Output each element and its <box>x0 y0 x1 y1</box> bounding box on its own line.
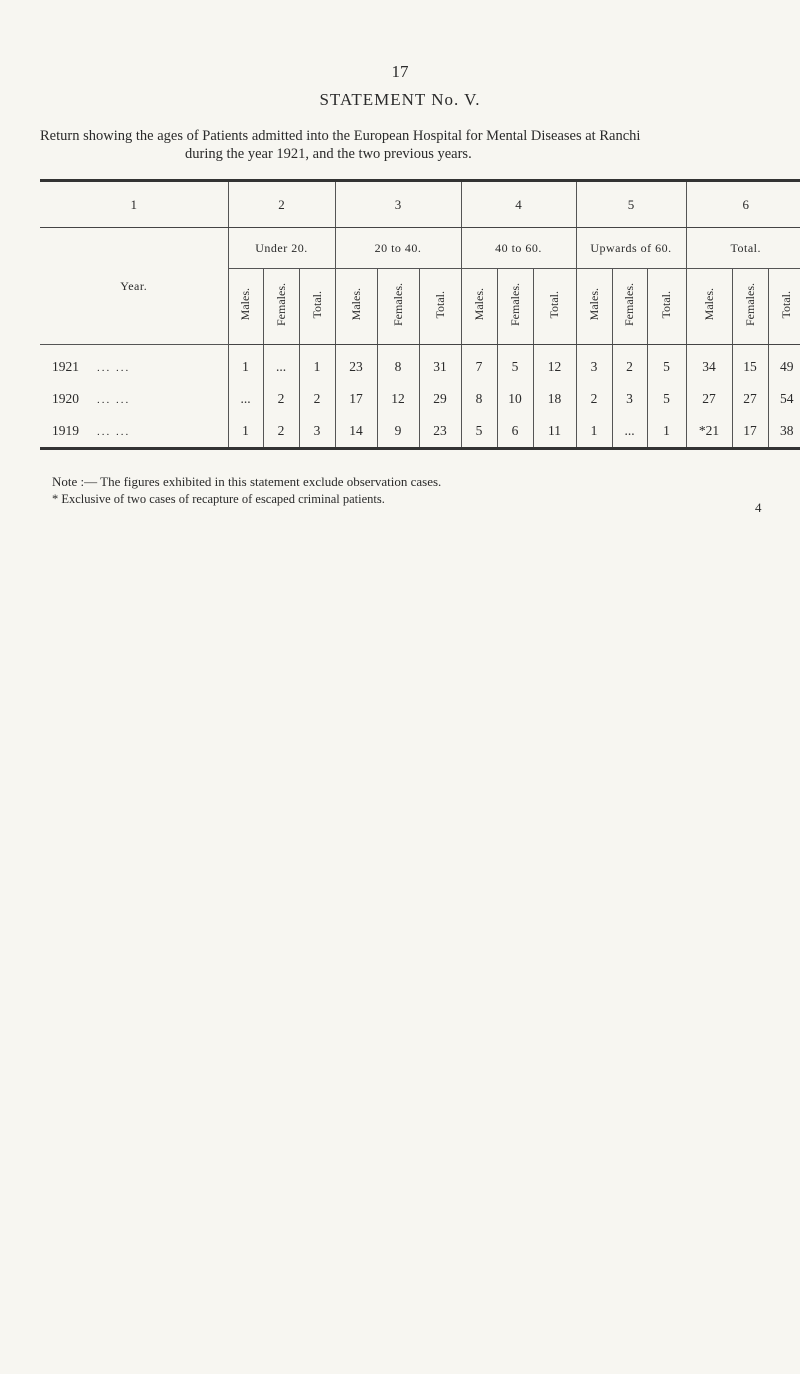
sub-header-total: Total. <box>659 290 673 319</box>
year-cell <box>40 415 228 449</box>
column-number: 4 <box>461 181 576 228</box>
table-cell: 27 <box>732 383 768 415</box>
leader-dots: ... ... <box>97 394 131 406</box>
table-cell: 15 <box>732 345 768 384</box>
group-header-under-20: Under 20. <box>228 228 335 269</box>
year-cell <box>40 345 228 384</box>
table-cell: 3 <box>576 345 612 384</box>
table-cell: ... <box>612 415 647 449</box>
table-cell: 2 <box>263 383 299 415</box>
age-group-row <box>40 228 800 269</box>
sub-header-females: Females. <box>742 283 757 326</box>
table-cell: ... <box>263 345 299 384</box>
column-number: 5 <box>576 181 686 228</box>
table-cell: 8 <box>377 345 419 384</box>
table-cell: 27 <box>686 383 732 415</box>
table-cell: 1 <box>228 345 263 384</box>
sub-header-females: Females. <box>273 283 288 326</box>
sub-header-total: Total. <box>779 290 794 319</box>
sub-header-total: Total. <box>309 290 324 319</box>
table-cell: 17 <box>732 415 768 449</box>
caption-line-2: during the year 1921, and the two previous years. <box>185 146 472 162</box>
table-cell: 34 <box>686 345 732 384</box>
table-cell: 3 <box>299 415 335 449</box>
group-header-20-to-40: 20 to 40. <box>335 228 461 269</box>
table-cell: 29 <box>419 383 461 415</box>
table-cell: 12 <box>533 345 576 384</box>
year-value: 1919 <box>52 423 79 438</box>
table-cell: 38 <box>768 415 800 449</box>
table-cell: 18 <box>533 383 576 415</box>
sub-header-males: Males. <box>471 288 486 321</box>
note-text: Note :— The figures exhibited in this statement exclude observation cases. <box>52 474 442 489</box>
page-number: 17 <box>391 62 409 81</box>
margin-mark: 4 <box>755 500 762 515</box>
table-cell: 5 <box>647 383 686 415</box>
table-row <box>40 383 800 415</box>
group-header-total: Total. <box>686 228 800 269</box>
table-cell: 2 <box>299 383 335 415</box>
table-cell: 2 <box>263 415 299 449</box>
table-cell: 14 <box>335 415 377 449</box>
footnote-text: * Exclusive of two cases of recapture of escaped criminal patients. <box>52 492 385 506</box>
table-cell: 2 <box>576 383 612 415</box>
sub-header-females: Females. <box>507 283 522 326</box>
table-cell: 31 <box>419 345 461 384</box>
table-cell: 8 <box>461 383 497 415</box>
leader-dots: ... ... <box>97 362 131 374</box>
table-row <box>40 415 800 449</box>
table-cell: 5 <box>461 415 497 449</box>
table-cell: 23 <box>335 345 377 384</box>
group-header-40-to-60: 40 to 60. <box>461 228 576 269</box>
sub-header-total: Total. <box>432 290 447 319</box>
table-cell: 1 <box>647 415 686 449</box>
column-number: 1 <box>40 181 228 228</box>
leader-dots: ... ... <box>97 426 131 438</box>
table-cell: 5 <box>647 345 686 384</box>
sub-header-males: Males. <box>701 288 716 321</box>
table-cell: 9 <box>377 415 419 449</box>
column-number-row <box>40 181 800 228</box>
table-body <box>40 345 800 449</box>
group-header-upwards-of-60: Upwards of 60. <box>576 228 686 269</box>
caption-line-1: Return showing the ages of Patients admitted into the European Hospital for Mental Diseases at Ranchi <box>40 128 641 144</box>
column-number: 3 <box>335 181 461 228</box>
table-cell: 1 <box>576 415 612 449</box>
sub-header-females: Females. <box>390 283 405 326</box>
table-row <box>40 345 800 384</box>
table-cell: ... <box>228 383 263 415</box>
table-cell: 6 <box>497 415 533 449</box>
table-cell: 1 <box>299 345 335 384</box>
table-cell: 2 <box>612 345 647 384</box>
sub-header-males: Males. <box>348 288 363 321</box>
table-cell: 23 <box>419 415 461 449</box>
table-cell: *21 <box>686 415 732 449</box>
statement-title: STATEMENT No. V. <box>319 90 481 109</box>
table-cell: 5 <box>497 345 533 384</box>
table-cell: 54 <box>768 383 800 415</box>
sub-header-females: Females. <box>622 283 636 326</box>
sub-header-males: Males. <box>238 288 252 321</box>
table-cell: 17 <box>335 383 377 415</box>
year-cell <box>40 383 228 415</box>
table-cell: 7 <box>461 345 497 384</box>
year-header: Year. <box>40 228 228 345</box>
table-cell: 49 <box>768 345 800 384</box>
table-cell: 1 <box>228 415 263 449</box>
sub-header-males: Males. <box>586 288 601 321</box>
table-cell: 3 <box>612 383 647 415</box>
table-cell: 11 <box>533 415 576 449</box>
age-statement-table <box>40 179 800 450</box>
sub-header-total: Total. <box>547 290 561 319</box>
column-number: 2 <box>228 181 335 228</box>
year-value: 1921 <box>52 359 79 374</box>
year-value: 1920 <box>52 391 79 406</box>
table-cell: 12 <box>377 383 419 415</box>
table-cell: 10 <box>497 383 533 415</box>
column-number: 6 <box>686 181 800 228</box>
